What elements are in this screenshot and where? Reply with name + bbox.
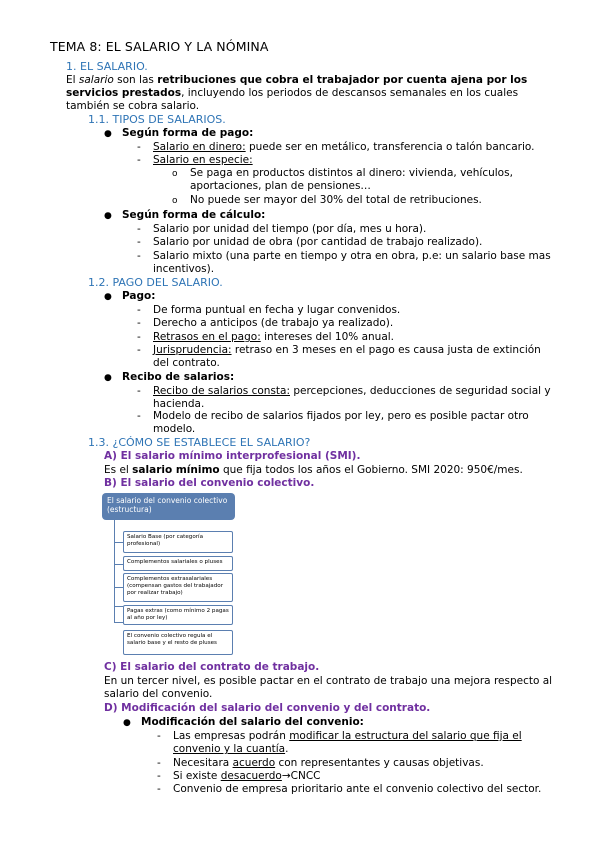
intro-paragraph: El salario son las retribuciones que cobra el trabajador por cuenta ajena por los servicios prestados, incluyendo los periodos de descansos semanales en los cuales también se cobra salario. [66, 74, 528, 113]
bullet-pago: Pago: [122, 290, 156, 302]
diagram-box-regula: El convenio colectivo regula el salario base y el resto de pluses [123, 630, 233, 655]
item-desacuerdo: Si existe desacuerdo→CNCC [173, 770, 321, 782]
page-title: TEMA 8: EL SALARIO Y LA NÓMINA [50, 39, 269, 54]
bullet-icon: ● [104, 129, 112, 139]
item-unidad-obra: Salario por unidad de obra (por cantidad de trabajo realizado). [153, 236, 483, 248]
diagram-box-salario-base: Salario Base (por categoría profesional) [123, 531, 233, 553]
bullet-icon: ● [104, 292, 112, 302]
dash-icon: - [137, 141, 141, 153]
dash-icon: - [137, 154, 141, 166]
dash-icon: - [137, 304, 141, 316]
bullet-forma-pago: Según forma de pago: [122, 127, 254, 139]
dash-icon: - [137, 236, 141, 248]
diagram-connector [114, 520, 115, 623]
item-salario-especie: Salario en especie: [153, 154, 253, 166]
diagram-connector [114, 564, 123, 565]
item-salario-dinero: Salario en dinero: puede ser en metálico, transferencia o talón bancario. [153, 141, 535, 153]
diagram-connector [114, 542, 123, 543]
diagram-box-extrasalariales: Complementos extrasalariales (compensan gastos del trabajador por realizar trabajo) [123, 573, 233, 602]
dash-icon: - [157, 783, 161, 795]
dash-icon: - [137, 223, 141, 235]
diagram-head: El salario del convenio colectivo (estructura) [102, 493, 235, 520]
heading-contrato: C) El salario del contrato de trabajo. [104, 661, 320, 673]
bullet-icon: ● [104, 373, 112, 383]
item-recibo-consta: Recibo de salarios consta: percepciones, deducciones de seguridad social y hacienda. [153, 385, 551, 411]
item-salario-mixto: Salario mixto (una parte en tiempo y otra en obra, p.e: un salario base mas incentivos). [153, 250, 551, 276]
sub-item-especie-1: Se paga en productos distintos al dinero: vivienda, vehículos, aportaciones, plan de pensiones… [190, 167, 513, 193]
item-unidad-tiempo: Salario por unidad del tiempo (por día, mes u hora). [153, 223, 427, 235]
contrato-text: En un tercer nivel, es posible pactar en el contrato de trabajo una mejora respecto al salario del convenio. [104, 675, 553, 701]
diagram-connector [114, 622, 123, 623]
diagram-connector [114, 606, 123, 607]
item-empresas-modificar: Las empresas podrán modificar la estructura del salario que fija el convenio y la cuantía. [173, 730, 522, 756]
smi-text: Es el salario mínimo que fija todos los años el Gobierno. SMI 2020: 950€/mes. [104, 464, 523, 476]
subsection-heading-como: 1.3. ¿CÓMO SE ESTABLECE EL SALARIO? [88, 436, 311, 449]
item-anticipos: Derecho a anticipos (de trabajo ya realizado). [153, 317, 394, 329]
heading-smi: A) El salario mínimo interprofesional (SMI). [104, 450, 361, 462]
diagram-box-pagas-extras: Pagas extras (como mínimo 2 pagas al año por ley) [123, 605, 233, 625]
item-jurisprudencia: Jurisprudencia: retraso en 3 meses en el pago es causa justa de extinción del contrato. [153, 344, 541, 370]
dash-icon: - [137, 385, 141, 397]
subsection-heading-tipos: 1.1. TIPOS DE SALARIOS. [88, 113, 226, 126]
dash-icon: - [137, 317, 141, 329]
item-necesitara-acuerdo: Necesitara acuerdo con representantes y causas objetivas. [173, 757, 484, 769]
diagram-connector [114, 587, 123, 588]
section-heading-salario: 1. EL SALARIO. [66, 60, 148, 73]
item-pago-puntual: De forma puntual en fecha y lugar convenidos. [153, 304, 401, 316]
item-modelo-recibo: Modelo de recibo de salarios fijados por ley, pero es posible pactar otro modelo. [153, 410, 529, 436]
bullet-icon: ● [104, 211, 112, 221]
circle-bullet-icon: o [172, 169, 178, 179]
bullet-modificacion-convenio: Modificación del salario del convenio: [141, 716, 364, 728]
item-retrasos: Retrasos en el pago: intereses del 10% anual. [153, 331, 395, 343]
dash-icon: - [157, 757, 161, 769]
dash-icon: - [157, 730, 161, 742]
heading-convenio: B) El salario del convenio colectivo. [104, 477, 315, 489]
bullet-recibo: Recibo de salarios: [122, 371, 235, 383]
heading-modificacion: D) Modificación del salario del convenio y del contrato. [104, 702, 431, 714]
bullet-icon: ● [123, 718, 131, 728]
dash-icon: - [137, 250, 141, 262]
subsection-heading-pago: 1.2. PAGO DEL SALARIO. [88, 276, 223, 289]
circle-bullet-icon: o [172, 196, 178, 206]
dash-icon: - [137, 410, 141, 422]
dash-icon: - [137, 331, 141, 343]
item-convenio-empresa: Convenio de empresa prioritario ante el convenio colectivo del sector. [173, 783, 542, 795]
dash-icon: - [137, 344, 141, 356]
bullet-forma-calculo: Según forma de cálculo: [122, 209, 266, 221]
sub-item-especie-2: No puede ser mayor del 30% del total de retribuciones. [190, 194, 482, 206]
diagram-box-complementos: Complementos salariales o pluses [123, 556, 233, 571]
dash-icon: - [157, 770, 161, 782]
